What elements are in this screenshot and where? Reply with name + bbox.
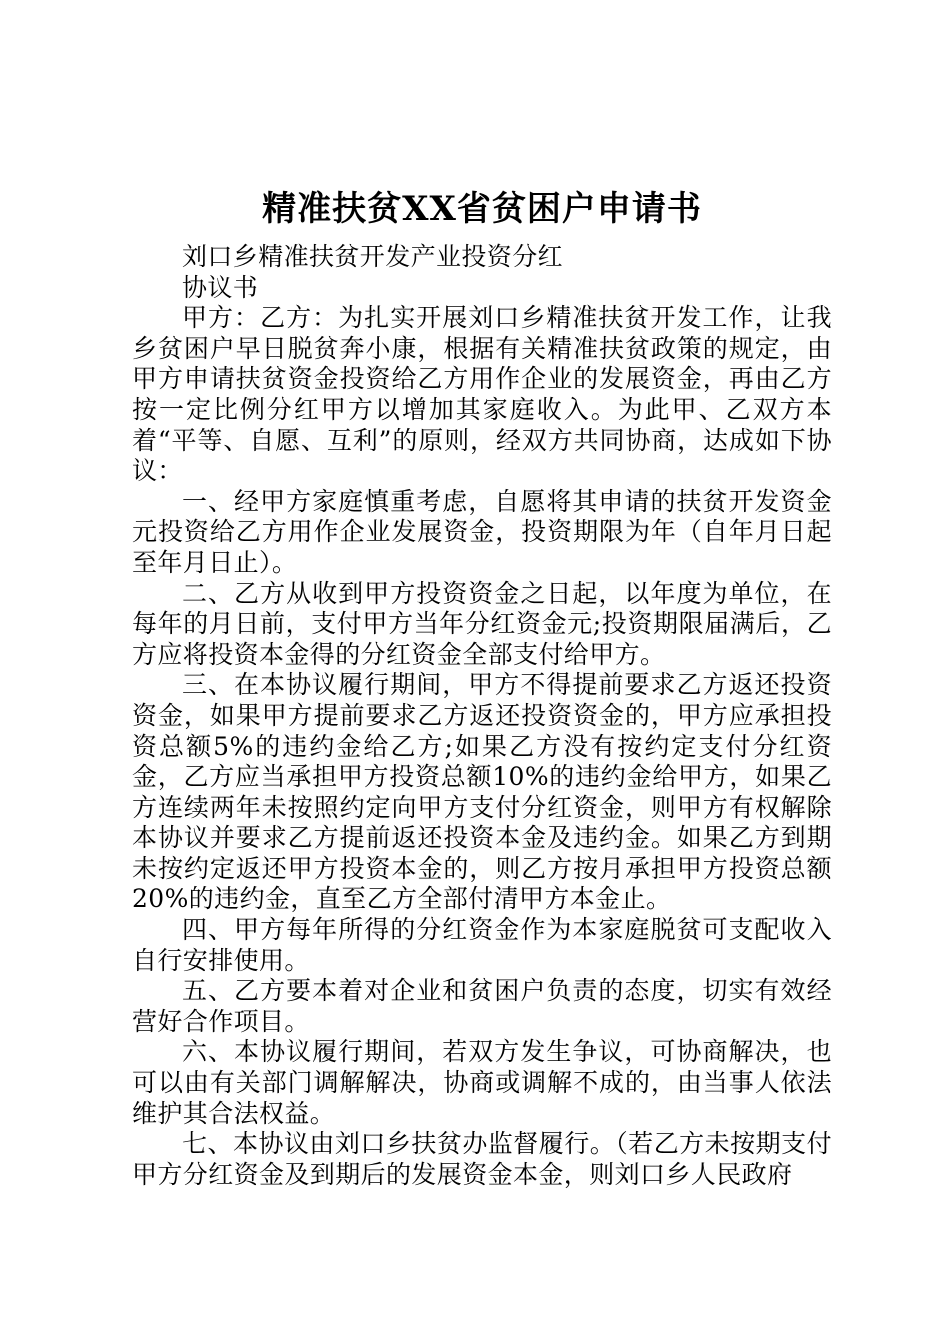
document-page (132, 186, 832, 1190)
document-title: 精准扶贫XX省贫困户申请书 (262, 189, 702, 229)
clause-7-paragraph: 七、本协议由刘口乡扶贫办监督履行。（若乙方未按期支付甲方分红资金及到期后的发展资金本金，则刘口乡人民政府 (132, 1129, 832, 1189)
clause-5-paragraph: 五、乙方要本着对企业和贫困户负责的态度，切实有效经营好合作项目。 (132, 976, 832, 1036)
clause-6-paragraph: 六、本协议履行期间，若双方发生争议，可协商解决，也可以由有关部门调解解决，协商或调解不成的，由当事人依法维护其合法权益。 (132, 1037, 832, 1128)
preamble-paragraph: 甲方：乙方：为扎实开展刘口乡精准扶贫开发工作，让我乡贫困户早日脱贫奔小康，根据有关精准扶贫政策的规定，由甲方申请扶贫资金投资给乙方用作企业的发展资金，再由乙方按一定比例分红甲方以增加其家庭收入。为此甲、乙双方本着“平等、自愿、互利”的原则，经双方共同协商，达成如下协议： (132, 303, 832, 486)
clause-3-paragraph: 三、在本协议履行期间，甲方不得提前要求乙方返还投资资金，如果甲方提前要求乙方返还投资资金的，甲方应承担投资总额5%的违约金给乙方;如果乙方没有按约定支付分红资金，乙方应当承担甲方投资总额10%的违约金给甲方，如果乙方连续两年未按照约定向甲方支付分红资金，则甲方有权解除本协议并要求乙方提前返还投资本金及违约金。如果乙方到期未按约定返还甲方投资本金的，则乙方按月承担甲方投资总额20%的违约金，直至乙方全部付清甲方本金止。 (132, 670, 832, 914)
clause-1-paragraph: 一、经甲方家庭慎重考虑，自愿将其申请的扶贫开发资金元投资给乙方用作企业发展资金，投资期限为年（自年月日起至年月日止）。 (132, 486, 832, 577)
clause-4-paragraph: 四、甲方每年所得的分红资金作为本家庭脱贫可支配收入自行安排使用。 (132, 915, 832, 975)
subtitle-line-2: 协议书 (182, 272, 259, 302)
clause-2-paragraph: 二、乙方从收到甲方投资资金之日起，以年度为单位，在每年的月日前，支付甲方当年分红资金元;投资期限届满后，乙方应将投资本金得的分红资金全部支付给甲方。 (132, 578, 832, 669)
subtitle-line-1: 刘口乡精准扶贫开发产业投资分红 (182, 242, 564, 271)
